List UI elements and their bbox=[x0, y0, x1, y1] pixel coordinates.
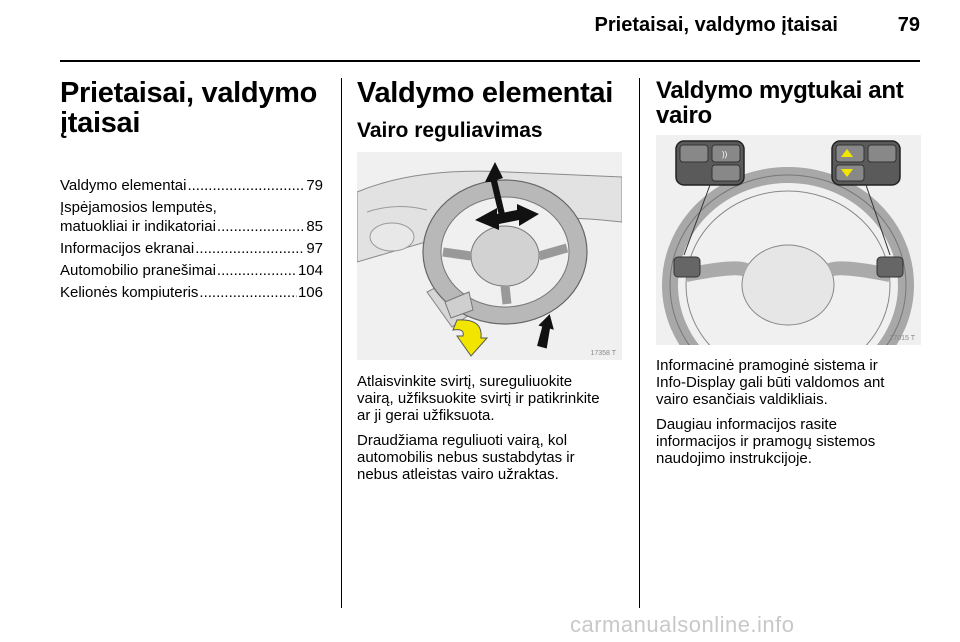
watermark: carmanualsonline.info bbox=[570, 612, 795, 637]
toc-leader-dots bbox=[217, 261, 297, 280]
header-rule bbox=[60, 60, 920, 62]
toc-page: 97 bbox=[306, 240, 323, 257]
steering-controls-text bbox=[656, 357, 921, 475]
paragraph bbox=[656, 416, 921, 467]
text-line: Atlaisvinkite svirtį, sureguliuokite bbox=[357, 373, 573, 390]
toc-label: Valdymo elementai bbox=[60, 177, 187, 194]
paragraph bbox=[656, 357, 921, 408]
column-divider-right bbox=[639, 78, 640, 608]
svg-text:)): )) bbox=[722, 150, 728, 159]
figure-code: 17358 T bbox=[590, 350, 616, 357]
running-header-title: Prietaisai, valdymo įtaisai bbox=[594, 14, 838, 36]
section-heading-steering-controls bbox=[656, 78, 903, 128]
text-line: ar ji gerai užfiksuota. bbox=[357, 407, 495, 424]
steering-controls-figure bbox=[656, 135, 921, 345]
text-line: Informacinė pramoginė sistema ir bbox=[656, 357, 878, 374]
toc-page: 85 bbox=[306, 218, 323, 235]
figure-code: 17015 T bbox=[889, 335, 915, 342]
page-number: 79 bbox=[897, 14, 920, 36]
toc-leader-dots bbox=[199, 283, 297, 302]
toc-entry-valdymo-elementai[interactable] bbox=[60, 176, 323, 195]
toc-page: 104 bbox=[297, 262, 323, 279]
toc-label-line1: Įspėjamosios lemputės, bbox=[60, 199, 217, 216]
toc-entry-keliones-kompiuteris[interactable] bbox=[60, 283, 323, 302]
toc-leader-dots bbox=[195, 239, 305, 258]
table-of-contents bbox=[60, 176, 323, 305]
toc-label: Kelionės kompiuteris bbox=[60, 284, 199, 301]
chapter-heading-line2: įtaisai bbox=[60, 107, 141, 139]
toc-label: matuokliai ir indikatoriai bbox=[60, 218, 216, 235]
heading-line2: vairo bbox=[656, 102, 712, 129]
toc-entry-informacijos-ekranai[interactable] bbox=[60, 239, 323, 258]
steering-adjustment-figure bbox=[357, 152, 622, 360]
toc-leader-dots bbox=[187, 176, 305, 195]
text-line: naudojimo instrukcijoje. bbox=[656, 450, 812, 467]
text-line: vairą, užfiksuokite svirtį ir patikrinkite bbox=[357, 390, 600, 407]
steering-adjustment-text bbox=[357, 373, 622, 491]
toc-label: Automobilio pranešimai bbox=[60, 262, 216, 279]
heading-line1: Valdymo mygtukai ant bbox=[656, 77, 904, 104]
toc-entry-automobilio-pranesimai[interactable] bbox=[60, 261, 323, 280]
steering-wheel-adjustment-illustration bbox=[357, 152, 622, 360]
text-line: vairo esančiais valdikliais. bbox=[656, 391, 828, 408]
text-line: Info-Display gali būti valdomos ant bbox=[656, 374, 885, 391]
paragraph bbox=[357, 373, 622, 424]
text-line: automobilis nebus sustabdytas ir bbox=[357, 449, 575, 466]
subsection-heading: Vairo reguliavimas bbox=[357, 119, 543, 142]
section-heading: Valdymo elementai bbox=[357, 77, 614, 109]
toc-page: 106 bbox=[297, 284, 323, 301]
toc-label: Informacijos ekranai bbox=[60, 240, 195, 257]
chapter-heading bbox=[60, 78, 317, 138]
text-line: nebus atleistas vairo užraktas. bbox=[357, 466, 559, 483]
chapter-heading-line1: Prietaisai, valdymo bbox=[60, 77, 318, 109]
text-line: informacijos ir pramogų sistemos bbox=[656, 433, 876, 450]
column-divider-left bbox=[341, 78, 342, 608]
paragraph bbox=[357, 432, 622, 483]
steering-wheel-controls-illustration bbox=[656, 135, 921, 345]
text-line: Daugiau informacijos rasite bbox=[656, 416, 837, 433]
toc-entry-ispejamosios-lemputes[interactable] bbox=[60, 198, 323, 236]
toc-leader-dots bbox=[217, 217, 305, 236]
text-line: Draudžiama reguliuoti vairą, kol bbox=[357, 432, 568, 449]
toc-page: 79 bbox=[306, 177, 323, 194]
